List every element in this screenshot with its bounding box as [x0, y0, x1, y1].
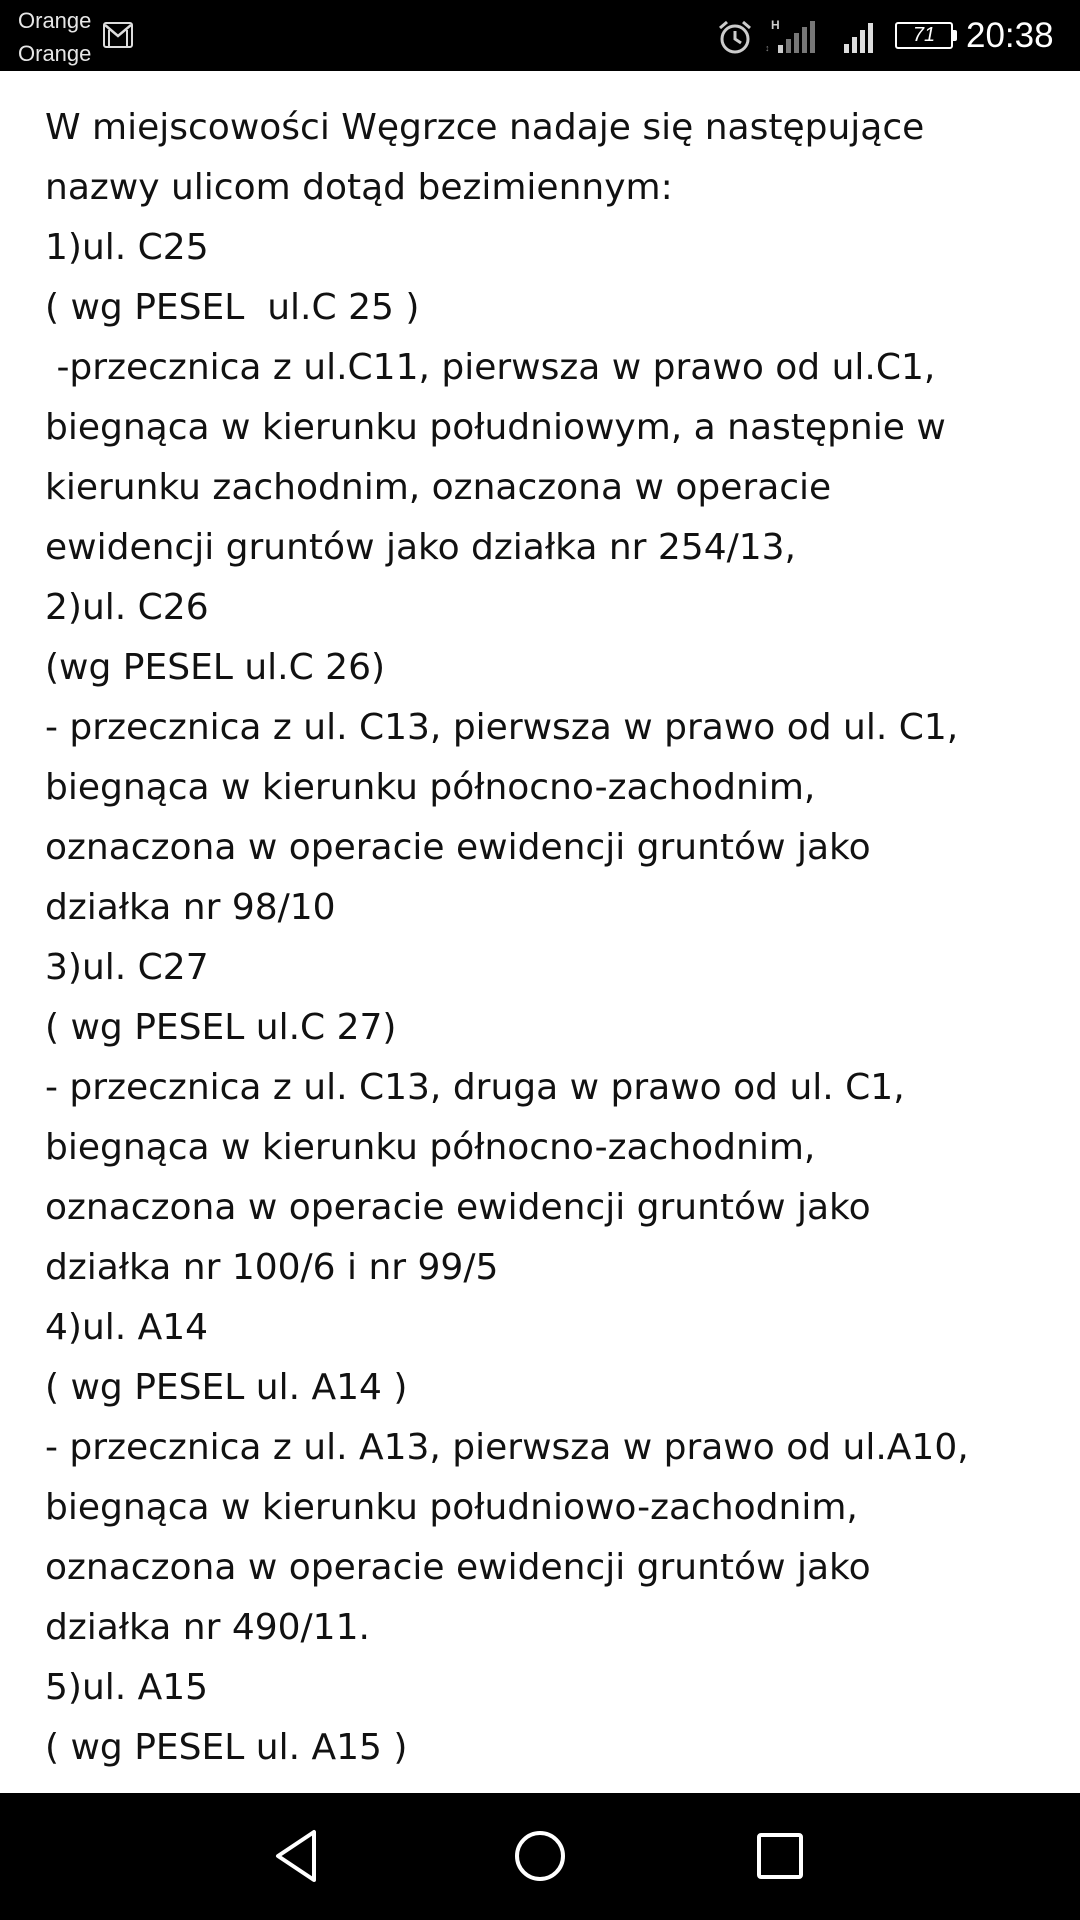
status-clock: 20:38 — [966, 16, 1054, 55]
document-line: oznaczona w operacie ewidencji gruntów jako — [45, 827, 871, 868]
document-line: kierunku zachodnim, oznaczona w operacie — [45, 467, 832, 508]
document-line: (wg PESEL ul.C 26) — [45, 647, 386, 688]
document-line: oznaczona w operacie ewidencji gruntów jako — [45, 1187, 871, 1228]
document-line: biegnąca w kierunku północno-zachodnim, — [45, 767, 816, 808]
recents-icon[interactable] — [748, 1824, 812, 1888]
document-line: 2)ul. C26 — [45, 587, 209, 628]
document-line: działka nr 100/6 i nr 99/5 — [45, 1247, 499, 1288]
status-bar — [0, 0, 1080, 71]
document-line: działka nr 490/11. — [45, 1607, 370, 1648]
alarm-icon — [717, 19, 753, 55]
gmail-icon — [103, 22, 133, 48]
document-line: ( wg PESEL ul.C 27) — [45, 1007, 397, 1048]
document-line: 4)ul. A14 — [45, 1307, 209, 1348]
document-line: 3)ul. C27 — [45, 947, 209, 988]
back-icon[interactable] — [268, 1824, 332, 1888]
document-line: ( wg PESEL ul. A15 ) — [45, 1727, 408, 1768]
document-line: - przecznica z ul. C13, druga w prawo od ul. C1, — [45, 1067, 905, 1108]
document-line: - przecznica z ul. A13, pierwsza w prawo od ul.A10, — [45, 1427, 969, 1468]
document-line: działka nr 98/10 — [45, 887, 336, 928]
document-line: -przecznica z ul.C11, pierwsza w prawo od ul.C1, — [45, 347, 936, 388]
battery-icon — [895, 22, 957, 49]
document-line: ewidencji gruntów jako działka nr 254/13, — [45, 527, 796, 568]
navigation-bar — [0, 1793, 1080, 1920]
signal-icon — [843, 20, 879, 54]
document-line: 1)ul. C25 — [45, 227, 209, 268]
document-line: ( wg PESEL ul. A14 ) — [45, 1367, 408, 1408]
document-line: biegnąca w kierunku południowym, a następnie w — [45, 407, 946, 448]
svg-text:↕: ↕ — [765, 43, 770, 53]
document-line: biegnąca w kierunku południowo-zachodnim, — [45, 1487, 858, 1528]
signal-h-icon — [764, 17, 820, 55]
home-icon[interactable] — [508, 1824, 572, 1888]
document-line: nazwy ulicom dotąd bezimiennym: — [45, 167, 673, 208]
battery-level: 71 — [895, 22, 953, 49]
document-line: biegnąca w kierunku północno-zachodnim, — [45, 1127, 816, 1168]
carrier-name: Orange — [18, 8, 92, 33]
document-line: W miejscowości Węgrzce nadaje się następujące — [45, 107, 925, 148]
document-line: 5)ul. A15 — [45, 1667, 209, 1708]
document-content[interactable] — [45, 98, 1055, 1793]
carrier-name-secondary: Orange — [18, 41, 92, 66]
document-line: - przecznica z ul. C13, pierwsza w prawo od ul. C1, — [45, 707, 959, 748]
document-line: ( wg PESEL ul.C 25 ) — [45, 287, 420, 328]
battery-tip — [953, 30, 957, 41]
document-line: oznaczona w operacie ewidencji gruntów jako — [45, 1547, 871, 1588]
svg-text:H: H — [771, 18, 780, 32]
